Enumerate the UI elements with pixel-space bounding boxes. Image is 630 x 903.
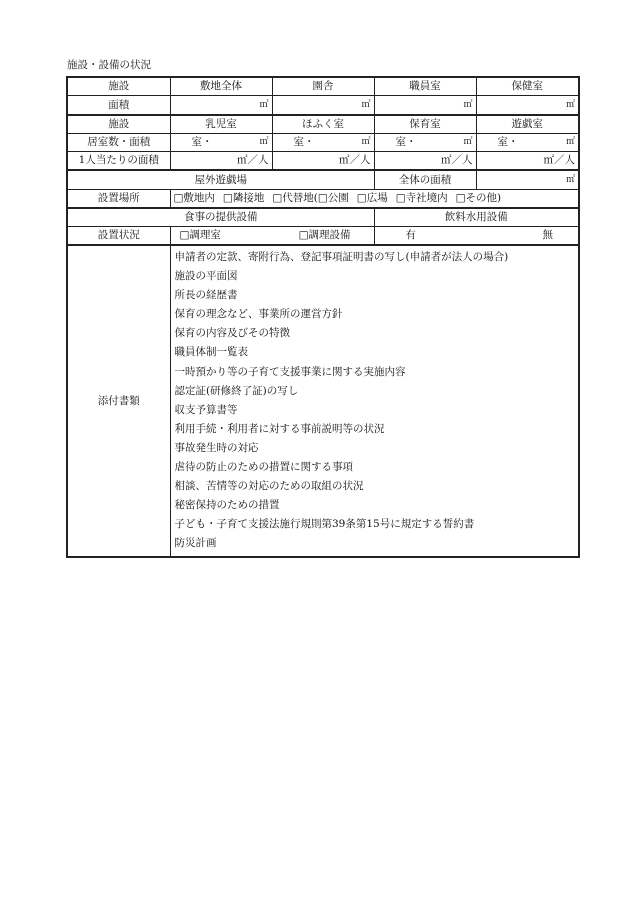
attachments-list xyxy=(170,245,579,557)
water-no[interactable]: 無 xyxy=(542,229,553,241)
row-installation xyxy=(67,227,579,246)
col-nursery-room: 保育室 xyxy=(374,115,476,134)
area-health-room[interactable]: ㎡ xyxy=(476,96,579,116)
area-label: 面積 xyxy=(67,96,170,116)
list-item: 職員体制一覧表 xyxy=(174,346,248,359)
col-play-room: 遊戯室 xyxy=(476,115,579,134)
row-outdoor xyxy=(67,170,579,190)
facility-label: 施設 xyxy=(67,77,170,96)
checkbox-shrine[interactable]: □寺社境内 xyxy=(395,192,448,204)
list-item: 利用手続・利用者に対する事前説明等の状況 xyxy=(174,422,385,435)
row-area-1 xyxy=(67,96,579,116)
area-building[interactable]: ㎡ xyxy=(272,96,374,116)
meal-options xyxy=(170,227,374,246)
list-item: 秘密保持のための措置 xyxy=(174,499,280,512)
list-item: 保育の理念など、事業所の運営方針 xyxy=(174,308,343,321)
list-item: 防災計画 xyxy=(174,537,217,550)
total-area-value[interactable]: ㎡ xyxy=(476,170,579,190)
list-item: 子ども・子育て支援法施行規則第39条第15号に規定する誓約書 xyxy=(174,518,475,531)
row-facility-2 xyxy=(67,115,579,134)
row-facility-1 xyxy=(67,77,579,96)
rooms-play[interactable]: 室・ ㎡ xyxy=(476,134,579,152)
row-per-person xyxy=(67,152,579,171)
list-item: 一時預かり等の子育て支援事業に関する実施内容 xyxy=(174,365,406,378)
checkbox-alternative[interactable]: □代替地(□公園 xyxy=(272,192,349,204)
area-site[interactable]: ㎡ xyxy=(170,96,272,116)
row-meal-header xyxy=(67,208,579,227)
col-staff-room: 職員室 xyxy=(374,77,476,96)
facility-table xyxy=(66,76,580,558)
col-crawl-room: ほふく室 xyxy=(272,115,374,134)
checkbox-on-site[interactable]: □敷地内 xyxy=(173,192,215,204)
list-item: 所長の経歴書 xyxy=(174,289,238,302)
water-facility-label: 飲料水用設備 xyxy=(374,208,579,227)
list-item: 相談、苦情等の対応のための取組の状況 xyxy=(174,480,364,493)
rooms-nursery[interactable]: 室・ ㎡ xyxy=(374,134,476,152)
per-person-crawl[interactable]: ㎡／人 xyxy=(272,152,374,171)
total-area-label: 全体の面積 xyxy=(374,170,476,190)
list-item: 虐待の防止のための措置に関する事項 xyxy=(174,461,353,474)
location-label: 設置場所 xyxy=(67,190,170,209)
list-item: 収支予算書等 xyxy=(174,403,238,416)
list-item: 申請者の定款、寄附行為、登記事項証明書の写し(申請者が法人の場合) xyxy=(174,251,509,263)
checkbox-other[interactable]: □その他) xyxy=(455,192,502,204)
rooms-crawl[interactable]: 室・ ㎡ xyxy=(272,134,374,152)
location-options xyxy=(170,190,579,209)
col-site: 敷地全体 xyxy=(170,77,272,96)
col-health-room: 保健室 xyxy=(476,77,579,96)
list-item: 施設の平面図 xyxy=(174,270,238,283)
list-item: 保育の内容及びその特徴 xyxy=(174,327,290,340)
col-building: 園舎 xyxy=(272,77,374,96)
page-title: 施設・設備の状況 xyxy=(67,59,151,71)
list-item: 認定証(研修終了証)の写し xyxy=(174,384,299,397)
water-options xyxy=(374,227,579,246)
area-staff-room[interactable]: ㎡ xyxy=(374,96,476,116)
per-person-label: 1人当たりの面積 xyxy=(67,152,170,171)
attachments-label: 添付書類 xyxy=(67,245,170,557)
rooms-label: 居室数・面積 xyxy=(67,134,170,152)
row-location xyxy=(67,190,579,209)
checkbox-kitchen[interactable]: □調理室 xyxy=(179,229,221,241)
water-yes[interactable]: 有 xyxy=(405,229,416,241)
checkbox-cooking-equipment[interactable]: □調理設備 xyxy=(298,229,351,241)
outdoor-playground-label: 屋外遊戯場 xyxy=(67,170,374,190)
per-person-play[interactable]: ㎡／人 xyxy=(476,152,579,171)
meal-facility-label: 食事の提供設備 xyxy=(67,208,374,227)
row-rooms xyxy=(67,134,579,152)
list-item: 事故発生時の対応 xyxy=(174,441,259,454)
per-person-nursery[interactable]: ㎡／人 xyxy=(374,152,476,171)
row-attachments xyxy=(67,245,579,557)
facility-label-2: 施設 xyxy=(67,115,170,134)
installation-label: 設置状況 xyxy=(67,227,170,246)
rooms-infant[interactable]: 室・ ㎡ xyxy=(170,134,272,152)
checkbox-square[interactable]: □広場 xyxy=(356,192,388,204)
col-infant-room: 乳児室 xyxy=(170,115,272,134)
per-person-infant[interactable]: ㎡／人 xyxy=(170,152,272,171)
checkbox-adjacent[interactable]: □隣接地 xyxy=(222,192,265,204)
